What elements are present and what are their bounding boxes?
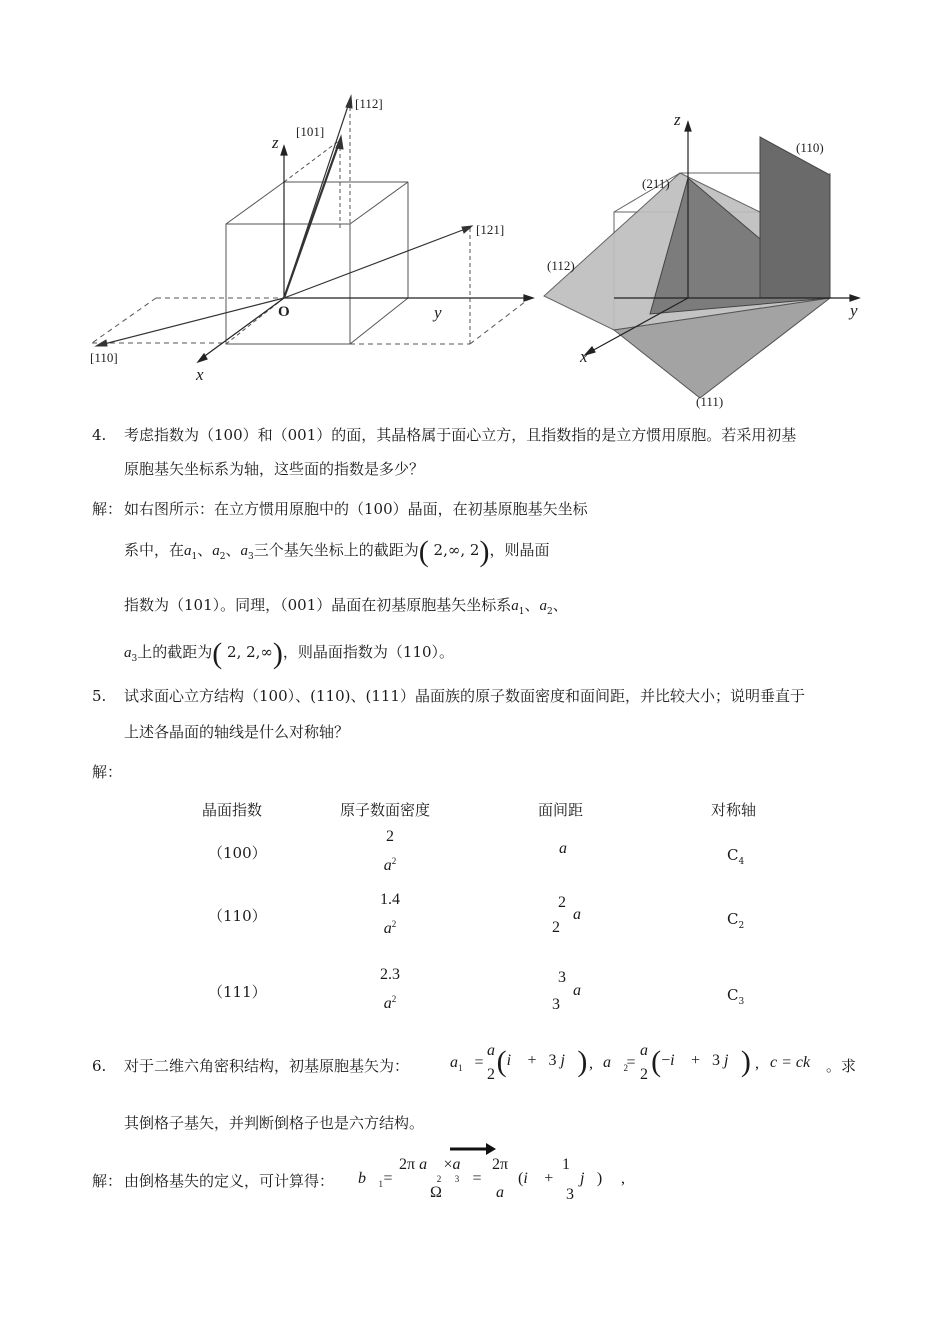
q4-answer-line1: 如右图所示：在立方惯用原胞中的（100）晶面，在初基原胞基矢坐标 (124, 500, 588, 518)
q6-answer-line1: 由倒格基失的定义，可计算得： (124, 1172, 335, 1190)
q6-text-line1: 对于二维六角密积结构，初基原胞基矢为： (124, 1057, 410, 1075)
q4-answer-line2: 系中，在$a_1$、$a_2$、$a_3$三个基矢坐标上的截距为( 2,∞, 2)，则晶面 (124, 535, 550, 568)
label-101: [101] (296, 124, 325, 139)
q6-b1-symbol: $b⃗_1$ (358, 1170, 383, 1189)
table-row-111-spacing-a: a (573, 982, 581, 999)
q4-ans4-prefix: 上的截距为 (137, 643, 213, 661)
table-row-100-axis (727, 845, 744, 872)
table-row-111-plane: （111） (208, 983, 267, 1001)
q6-number: 6. (92, 1057, 107, 1075)
q4-ans4-suffix: ，则晶面指数为（110）。 (282, 643, 455, 661)
table-row-110-spacing-a: a (573, 906, 581, 923)
axis-z-label: z (674, 110, 681, 129)
table-header-spacing: 面间距 (538, 801, 584, 819)
label-121: [121] (476, 222, 505, 237)
label-110: [110] (90, 350, 118, 365)
q4-answer-line4: $a_3$上的截距为( 2, 2,∞)，则晶面指数为（110）。 (124, 637, 455, 670)
q4-intercepts-100: 2,∞, 2 (433, 541, 480, 559)
q5-text-line1: 试求面心立方结构（100）、(110)、(111）晶面族的原子数面密度和面间距，并比较大小；说明垂直于 (124, 687, 805, 705)
q4-ans2-prefix: 系中，在 (124, 541, 185, 559)
q6-frac4-num: 2π (491, 1156, 509, 1173)
q4-answer-line3: 指数为（101）。同理，（001）晶面在初基原胞基矢坐标系$a_1$、$a_2$、 (124, 596, 568, 617)
axis-x-label: x (580, 347, 588, 366)
q6-vec2: (−i⃗ + 3 j⃗) (651, 1045, 751, 1078)
q4-ans3-text: 指数为（101）。同理，（001）晶面在初基原胞基矢坐标系 (124, 596, 512, 614)
label-112: [112] (355, 96, 383, 111)
axis-letter: C (727, 986, 739, 1004)
q6-answer-prefix: 解： (92, 1172, 123, 1190)
q6-frac2-num: a (640, 1042, 648, 1059)
q5-text-line2: 上述各晶面的轴线是什么对称轴？ (124, 723, 350, 741)
label-plane-110: (110) (796, 140, 824, 155)
q6-a2-symbol: $a⃗_2$ (603, 1054, 628, 1073)
q6-vec3-end: j⃗) (580, 1170, 603, 1187)
cubic-directions-figure (80, 85, 550, 385)
axis-y-label: y (850, 301, 858, 320)
q6-frac3-den: Ω (430, 1184, 442, 1201)
q6-a1-symbol: $a_1$ (450, 1054, 463, 1073)
axis-letter: C (727, 846, 739, 864)
q5-number: 5. (92, 687, 107, 705)
table-header-axis: 对称轴 (711, 801, 757, 819)
table-row-111-density-num: 2.3 (380, 966, 400, 983)
table-row-110-axis (727, 909, 744, 936)
table-row-110-plane: （110） (208, 907, 267, 925)
label-plane-112: (112) (547, 258, 575, 273)
axis-letter: C (727, 910, 739, 928)
table-row-111-density-den: $a^2$ (383, 994, 397, 1012)
label-plane-111: (111) (696, 394, 724, 409)
axis-z-label: z (272, 133, 279, 152)
axis-order: 3 (738, 997, 745, 1007)
q6-equals-1: = (474, 1054, 484, 1071)
q6-frac4-den: a (496, 1184, 504, 1201)
table-row-110-spacing-num: 2 (558, 894, 566, 911)
q6-text-line2: 其倒格子基矢，并判断倒格子也是六方结构。 (124, 1114, 425, 1132)
q6-comma-3: , (621, 1170, 625, 1187)
q6-frac3-num: 2π a⃗ ×a⃗ (398, 1156, 473, 1173)
q6-frac5-den: 3 (566, 1186, 574, 1203)
q4-intercepts-001: 2, 2,∞ (227, 643, 273, 661)
q6-frac1-num: a (487, 1042, 495, 1059)
q6-cross-arrow (448, 1142, 498, 1156)
q6-frac1-den: 2 (487, 1066, 495, 1083)
q6-equals-3: = (383, 1170, 393, 1187)
q6-vec3: (i⃗ + (518, 1170, 554, 1187)
table-row-100-density-num: 2 (386, 828, 394, 845)
axis-y-label: y (434, 303, 442, 322)
q4-answer-prefix: 解： (92, 500, 123, 518)
table-row-111-spacing-num: 3 (558, 969, 566, 986)
q6-vec1: (i⃗ + 3 j⃗) (496, 1045, 588, 1078)
axis-order: 2 (738, 921, 745, 931)
table-row-110-spacing-den: 2 (552, 919, 560, 936)
crystal-planes-figure (535, 105, 875, 410)
q6-equals-2: = (626, 1054, 636, 1071)
q4-number: 4. (92, 426, 107, 444)
q6-c-vector: c = ck (770, 1054, 811, 1071)
q4-text-line2: 原胞基矢坐标系为轴，这些面的指数是多少？ (124, 460, 425, 478)
table-row-100-density-den: $a^2$ (383, 856, 397, 874)
table-row-100-spacing: a (559, 840, 567, 857)
table-header-density: 原子数面密度 (340, 801, 431, 819)
axis-order: 4 (738, 857, 745, 867)
q4-ans2-suffix: ，则晶面 (489, 541, 550, 559)
q6-comma-2: , (755, 1055, 759, 1072)
table-header-plane: 晶面指数 (202, 801, 263, 819)
q4-ans2-mid: 三个基矢坐标上的截距为 (253, 541, 419, 559)
table-row-110-density-den: $a^2$ (383, 919, 397, 937)
q6-frac5-num: 1 (562, 1156, 570, 1173)
label-plane-211: (211) (642, 176, 670, 191)
q6-frac3-sub: 2 3 (436, 1174, 460, 1184)
q6-frac2-den: 2 (640, 1066, 648, 1083)
axis-x-label: x (196, 365, 204, 384)
table-row-111-axis (727, 985, 744, 1012)
q4-text-line1: 考虑指数为（100）和（001）的面，其晶格属于面心立方，且指数指的是立方惯用原胞。若采用初基 (124, 426, 797, 444)
table-row-110-density-num: 1.4 (380, 891, 400, 908)
q5-answer-prefix: 解： (92, 763, 123, 781)
table-row-111-spacing-den: 3 (552, 996, 560, 1013)
q6-text-line1-end: 。求 (826, 1057, 857, 1075)
q6-equals-4: = (472, 1170, 482, 1187)
q6-comma-1: , (589, 1055, 593, 1072)
origin-label: O (278, 304, 290, 320)
table-row-100-plane: （100） (208, 844, 267, 862)
